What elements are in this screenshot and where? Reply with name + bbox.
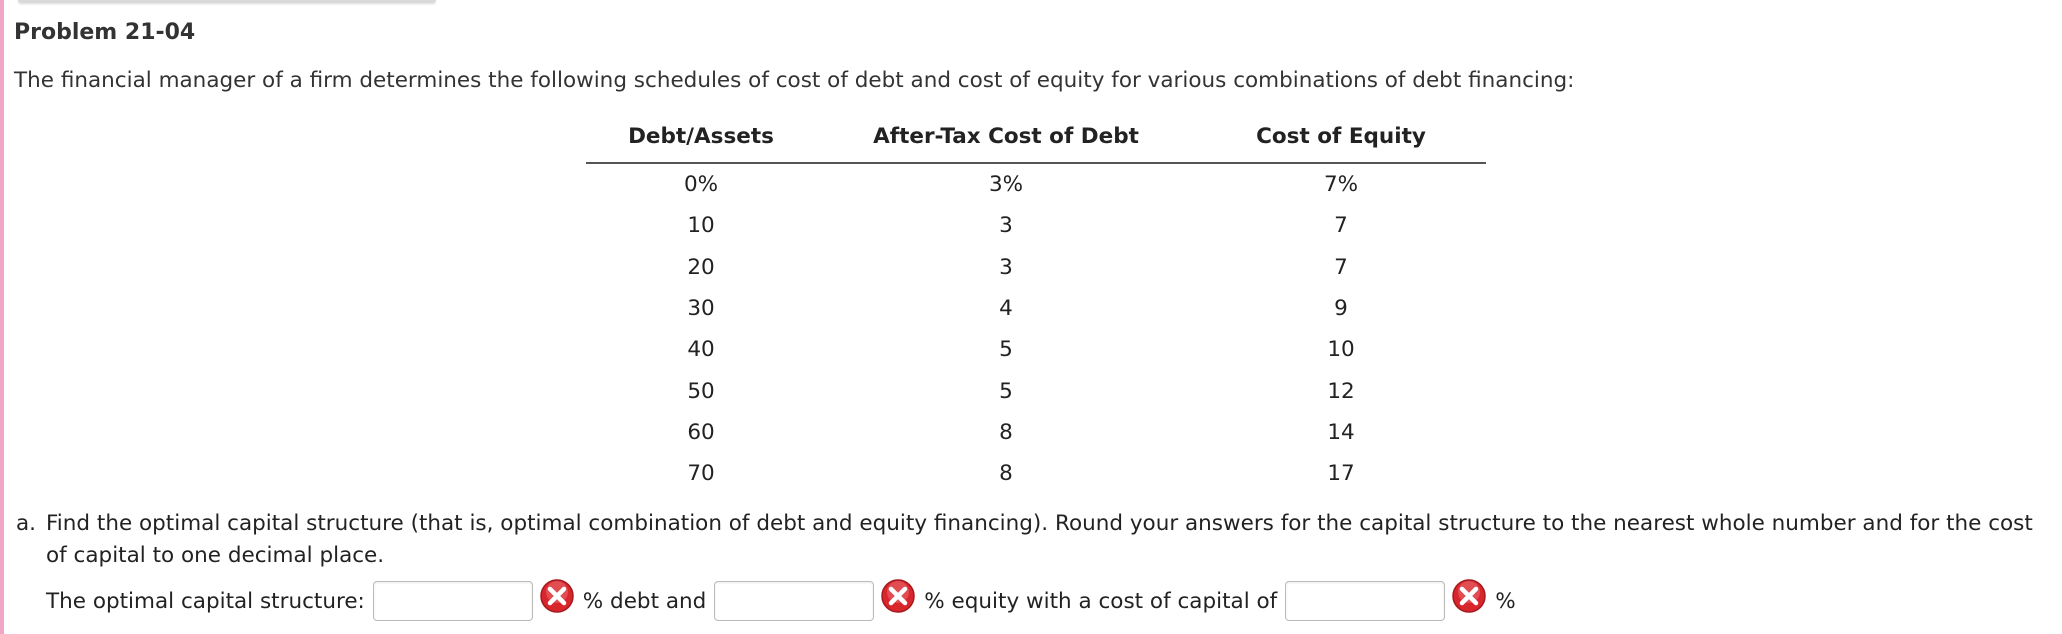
table-row [586, 453, 1486, 494]
cell-cost-of-equity: 12 [1327, 378, 1355, 404]
cell-cost-of-equity: 7 [1334, 254, 1348, 280]
cell-after-tax-cost: 5 [999, 378, 1013, 404]
cell-debt-assets: 70 [687, 461, 715, 487]
cell-debt-assets: 0% [683, 172, 719, 198]
question-a-text: Find the optimal capital structure (that is, optimal combination of debt and equity financing). Round your answers for the capital structure to the nearest whole number and for the cost of capital to one decimal place. [46, 511, 2033, 568]
cost-of-capital-input[interactable] [1285, 581, 1445, 621]
problem-intro: The financial manager of a firm determines the following schedules of cost of debt and cost of equity for various combinations of debt financing: [14, 68, 1575, 93]
table-row [586, 288, 1486, 329]
answer-prefix-label: The optimal capital structure: [46, 588, 365, 614]
question-a-label: a. [16, 511, 37, 536]
cell-after-tax-cost: 4 [999, 296, 1013, 322]
table-row [586, 247, 1486, 288]
header-cost-of-equity: Cost of Equity [1196, 124, 1486, 163]
table-row [586, 329, 1486, 370]
cell-cost-of-equity: 17 [1327, 461, 1355, 487]
debt-suffix-label: % debt and [582, 588, 707, 614]
equity-percent-input[interactable] [714, 581, 874, 621]
cell-after-tax-cost: 8 [999, 461, 1013, 487]
table-row [586, 163, 1486, 205]
question-a [16, 508, 2056, 572]
cell-cost-of-equity: 7% [1323, 172, 1359, 198]
cell-debt-assets: 40 [687, 337, 715, 363]
cell-cost-of-equity: 10 [1327, 337, 1355, 363]
problem-title: Problem 21-04 [14, 20, 196, 45]
header-debt-assets: Debt/Assets [586, 124, 816, 163]
wrong-answer-icon [1451, 578, 1487, 624]
answer-row [46, 578, 1516, 624]
header-after-tax-cost-of-debt: After-Tax Cost of Debt [816, 124, 1196, 163]
table-row [586, 370, 1486, 411]
cell-debt-assets: 60 [687, 419, 715, 445]
top-tab-edge [18, 0, 436, 3]
cell-cost-of-equity: 9 [1334, 296, 1348, 322]
cell-after-tax-cost: 3 [999, 254, 1013, 280]
wrong-answer-icon [539, 578, 575, 624]
cell-cost-of-equity: 7 [1334, 213, 1348, 239]
cell-debt-assets: 30 [687, 296, 715, 322]
debt-percent-input[interactable] [373, 581, 533, 621]
cell-cost-of-equity: 14 [1327, 419, 1355, 445]
cell-debt-assets: 20 [687, 254, 715, 280]
cell-after-tax-cost: 5 [999, 337, 1013, 363]
table-header-row [586, 124, 1486, 163]
cell-after-tax-cost: 3 [999, 213, 1013, 239]
wrong-answer-icon [880, 578, 916, 624]
cost-schedule-table [586, 124, 1486, 494]
cell-after-tax-cost: 8 [999, 419, 1013, 445]
left-accent-bar [0, 0, 4, 634]
cell-debt-assets: 50 [687, 378, 715, 404]
table-row [586, 205, 1486, 246]
equity-suffix-label: % equity with a cost of capital of [924, 588, 1278, 614]
cell-debt-assets: 10 [687, 213, 715, 239]
cell-after-tax-cost: 3% [988, 172, 1024, 198]
table-row [586, 412, 1486, 453]
capital-suffix-label: % [1495, 588, 1516, 614]
